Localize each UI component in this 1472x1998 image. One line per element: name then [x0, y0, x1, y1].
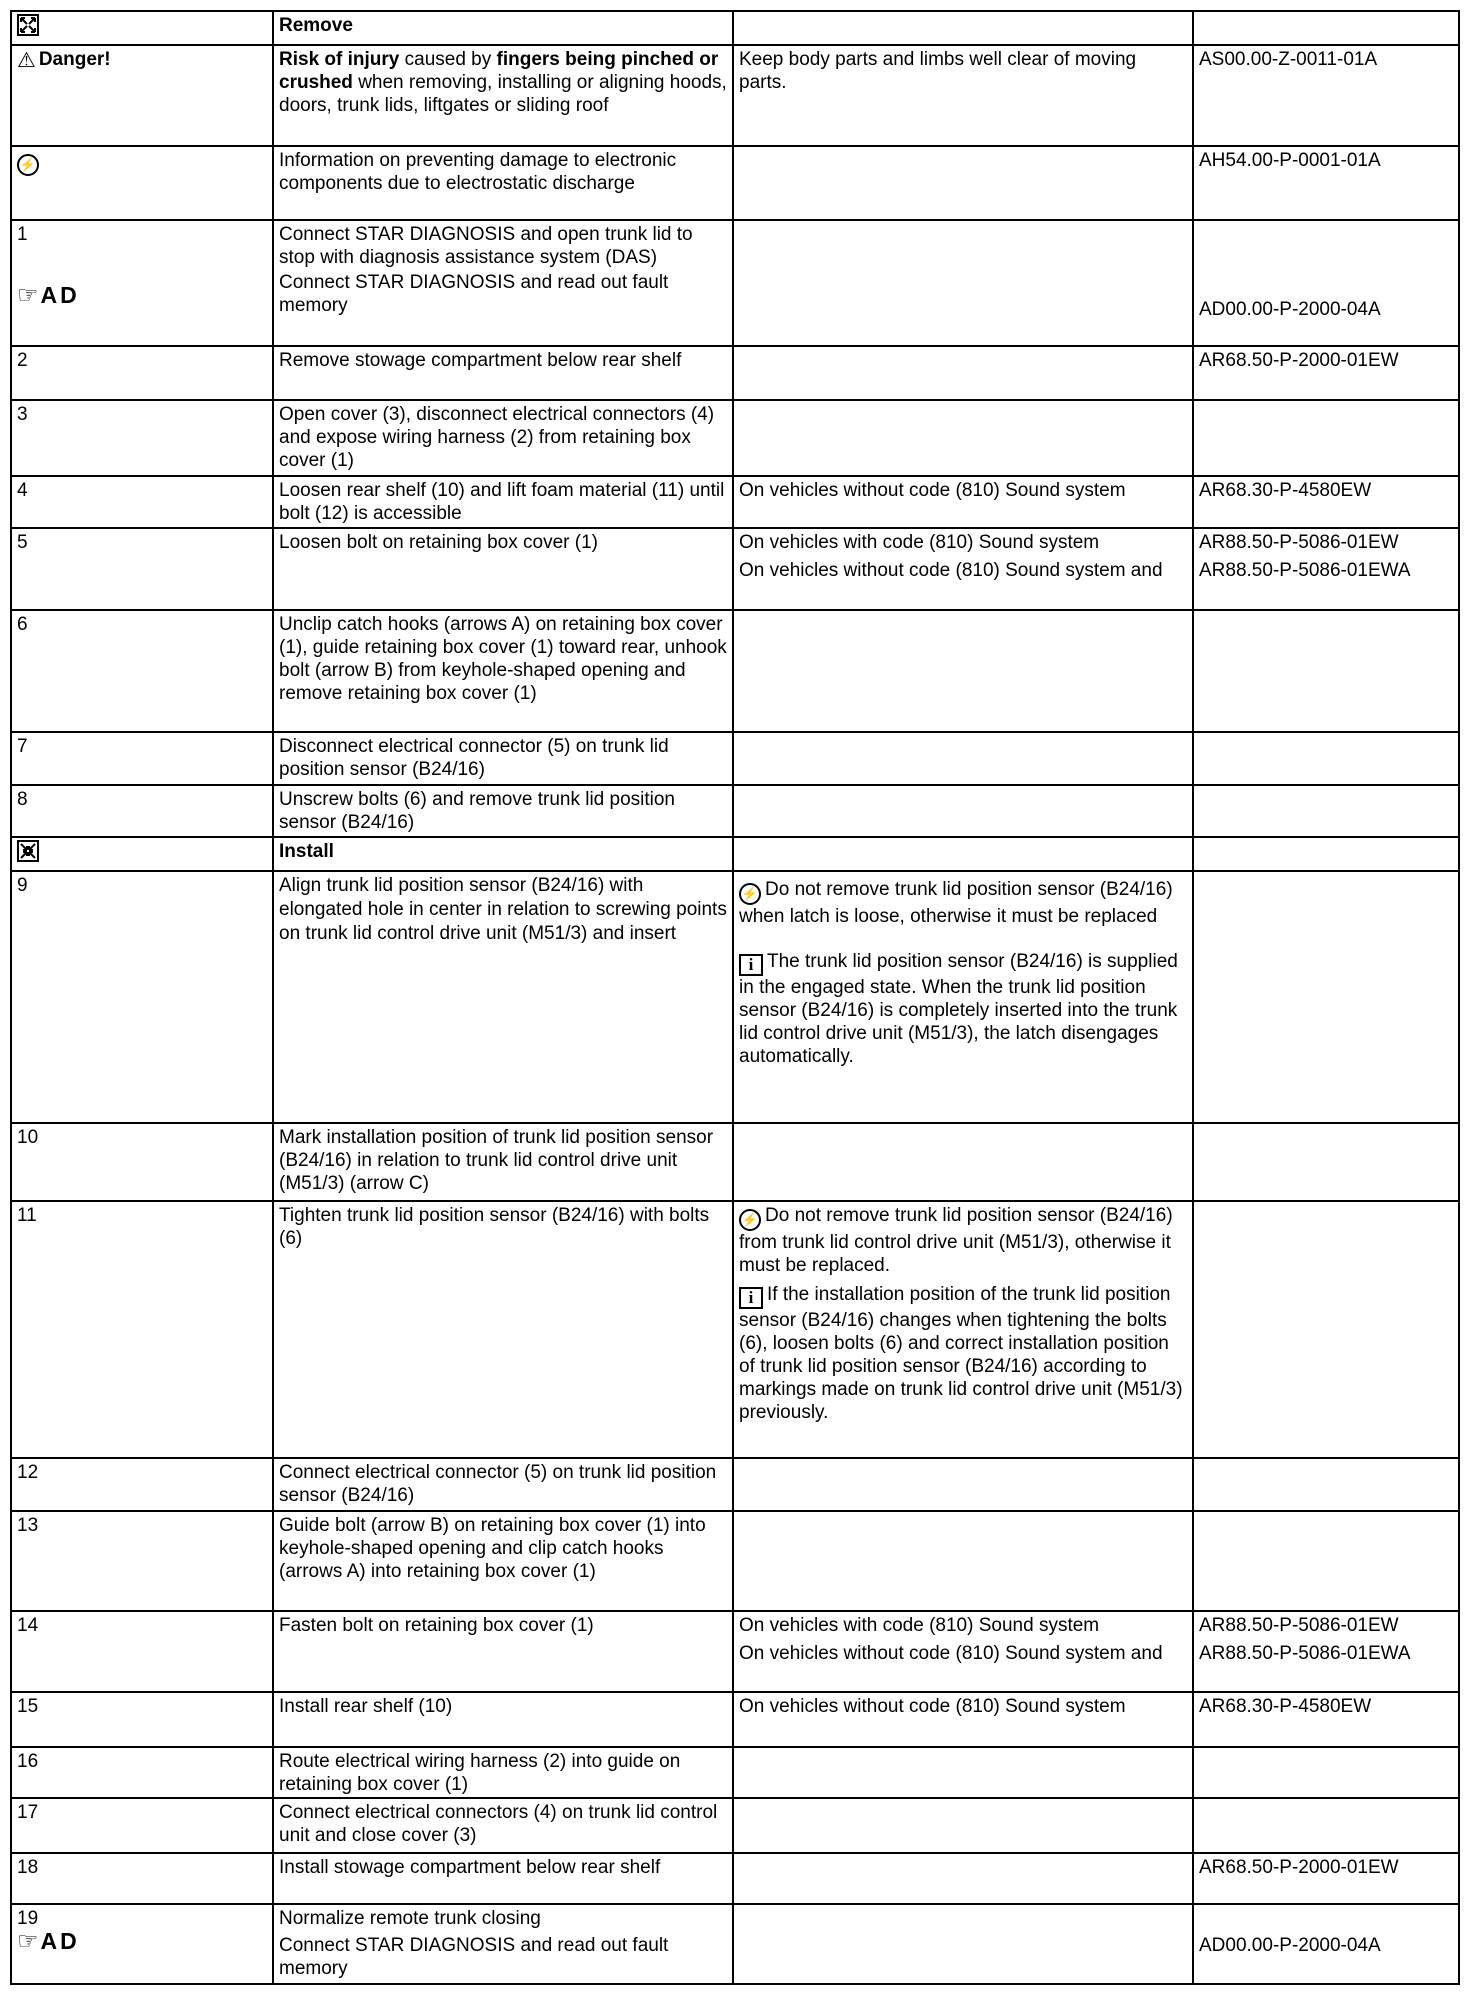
step-reference: AR68.30-P-4580EW — [1193, 1692, 1459, 1747]
step-reference: AD00.00-P-2000-04A — [1199, 299, 1381, 320]
step-row-16 — [11, 1747, 1459, 1798]
section-row-remove — [11, 11, 1459, 45]
step-reference: AR68.50-P-2000-01EW — [1193, 346, 1459, 400]
step-text: Open cover (3), disconnect electrical connectors (4) and expose wiring harness (2) from retaining box cover (1) — [273, 400, 733, 476]
step-number: 3 — [11, 400, 273, 476]
step-number: 9 — [11, 871, 273, 1123]
step-number: 6 — [11, 610, 273, 732]
danger-row — [11, 45, 1459, 146]
step-reference: AR88.50-P-5086-01EWA — [1199, 1643, 1411, 1664]
procedure-table — [10, 10, 1460, 1985]
step-row-4 — [11, 476, 1459, 528]
step-number: 18 — [11, 1853, 273, 1904]
step-number: 1 — [17, 224, 28, 245]
step-reference: AR68.50-P-2000-01EW — [1193, 1853, 1459, 1904]
step-row-14 — [11, 1611, 1459, 1692]
danger-note: Keep body parts and limbs well clear of moving parts. — [733, 45, 1193, 146]
remove-section-icon — [17, 14, 39, 36]
step-text: Route electrical wiring harness (2) into guide on retaining box cover (1) — [273, 1747, 733, 1798]
step-number: 4 — [11, 476, 273, 528]
step-text: Mark installation position of trunk lid position sensor (B24/16) in relation to trunk lid control drive unit (M51/3) (arrow C) — [273, 1123, 733, 1201]
esd-caution-icon: ⚡ — [739, 883, 761, 905]
step-text: Guide bolt (arrow B) on retaining box cover (1) into keyhole-shaped opening and clip catch hooks (arrows A) into retaining box cover (1) — [273, 1511, 733, 1611]
step-number: 16 — [11, 1747, 273, 1798]
step-note: On vehicles with code (810) Sound system — [739, 532, 1100, 553]
procedure-document — [10, 10, 1462, 1985]
install-section-icon — [17, 840, 39, 862]
step-number: 15 — [11, 1692, 273, 1747]
step-row-19 — [11, 1904, 1459, 1984]
step-row-18 — [11, 1853, 1459, 1904]
info-icon: i — [739, 1287, 763, 1309]
step-text: Fasten bolt on retaining box cover (1) — [273, 1611, 733, 1692]
step-text: Disconnect electrical connector (5) on trunk lid position sensor (B24/16) — [273, 732, 733, 785]
step-note: The trunk lid position sensor (B24/16) is supplied in the engaged state. When the trunk lid position sensor (B24/16) is completely inserted into the trunk lid control drive unit (M51/3), the latch disengages automatically. — [739, 951, 1178, 1067]
step-text: Align trunk lid position sensor (B24/16) with elongated hole in center in relation to screwing points on trunk lid control drive unit (M51/3) and insert — [273, 871, 733, 1123]
esd-row — [11, 146, 1459, 220]
ad-text: Connect STAR DIAGNOSIS and read out fault memory — [279, 1935, 669, 1979]
warning-triangle-icon: ⚠ — [17, 49, 36, 72]
step-note: On vehicles without code (810) Sound system and — [739, 560, 1163, 581]
step-text: Normalize remote trunk closing — [279, 1908, 541, 1929]
step-note: If the installation position of the trunk lid position sensor (B24/16) changes when tightening the bolts (6), loosen bolts (6) and correct installation position of trunk lid position sensor (B24/16) according to markings made on trunk lid control drive unit (M51/3) previously. — [739, 1284, 1183, 1423]
step-text: Loosen bolt on retaining box cover (1) — [273, 528, 733, 610]
step-row-8 — [11, 785, 1459, 837]
pointing-hand-icon: ☞ — [17, 1928, 39, 1955]
step-reference: AR68.30-P-4580EW — [1193, 476, 1459, 528]
step-number: 19 — [17, 1908, 39, 1929]
info-icon: i — [739, 954, 763, 976]
esd-icon: ⚡ — [17, 154, 39, 176]
step-row-13 — [11, 1511, 1459, 1611]
step-number: 17 — [11, 1798, 273, 1853]
step-row-9 — [11, 871, 1459, 1123]
step-text: Connect STAR DIAGNOSIS and open trunk lid to stop with diagnosis assistance system (DAS) — [279, 224, 693, 268]
step-text: Connect electrical connectors (4) on trunk lid control unit and close cover (3) — [273, 1798, 733, 1853]
step-number: 2 — [11, 346, 273, 400]
danger-reference: AS00.00-Z-0011-01A — [1193, 45, 1459, 146]
step-text: Tighten trunk lid position sensor (B24/16) with bolts (6) — [273, 1201, 733, 1458]
step-reference: AR88.50-P-5086-01EW — [1199, 1615, 1399, 1636]
step-row-10 — [11, 1123, 1459, 1201]
step-note: Do not remove trunk lid position sensor (B24/16) from trunk lid control drive unit (M51/3), otherwise it must be replaced. — [739, 1205, 1173, 1276]
step-note: On vehicles without code (810) Sound system and — [739, 1643, 1163, 1664]
esd-caution-icon: ⚡ — [739, 1209, 761, 1231]
step-row-2 — [11, 346, 1459, 400]
step-reference: AR88.50-P-5086-01EW — [1199, 532, 1399, 553]
step-row-12 — [11, 1458, 1459, 1511]
esd-reference: AH54.00-P-0001-01A — [1193, 146, 1459, 220]
danger-description: Risk of injury caused by fingers being pinched or crushed when removing, installing or aligning hoods, doors, trunk lids, liftgates or sliding roof — [273, 45, 733, 146]
step-note: Do not remove trunk lid position sensor (B24/16) when latch is loose, otherwise it must be replaced — [739, 879, 1173, 927]
step-number: 10 — [11, 1123, 273, 1201]
step-number: 13 — [11, 1511, 273, 1611]
danger-label: Danger! — [38, 49, 111, 70]
step-number: 8 — [11, 785, 273, 837]
step-text: Unscrew bolts (6) and remove trunk lid position sensor (B24/16) — [273, 785, 733, 837]
pointing-hand-icon: ☞ — [17, 282, 39, 309]
step-reference: AR88.50-P-5086-01EWA — [1199, 560, 1411, 581]
ad-text: Connect STAR DIAGNOSIS and read out fault memory — [279, 272, 669, 316]
step-text: Install rear shelf (10) — [273, 1692, 733, 1747]
step-note: On vehicles without code (810) Sound system — [733, 476, 1193, 528]
step-row-7 — [11, 732, 1459, 785]
step-text: Install stowage compartment below rear shelf — [273, 1853, 733, 1904]
step-row-3 — [11, 400, 1459, 476]
step-text: Connect electrical connector (5) on trunk lid position sensor (B24/16) — [273, 1458, 733, 1511]
step-reference: AD00.00-P-2000-04A — [1199, 1935, 1381, 1956]
step-row-17 — [11, 1798, 1459, 1853]
step-row-1 — [11, 220, 1459, 346]
step-number: 14 — [11, 1611, 273, 1692]
step-number: 7 — [11, 732, 273, 785]
step-text: Remove stowage compartment below rear shelf — [273, 346, 733, 400]
step-note: On vehicles without code (810) Sound system — [733, 1692, 1193, 1747]
step-row-15 — [11, 1692, 1459, 1747]
step-text: Loosen rear shelf (10) and lift foam material (11) until bolt (12) is accessible — [273, 476, 733, 528]
step-number: 12 — [11, 1458, 273, 1511]
step-note: On vehicles with code (810) Sound system — [739, 1615, 1100, 1636]
section-title-install: Install — [273, 837, 733, 871]
step-row-6 — [11, 610, 1459, 732]
section-title-remove: Remove — [273, 11, 733, 45]
step-text: Unclip catch hooks (arrows A) on retaining box cover (1), guide retaining box cover (1) toward rear, unhook bolt (arrow B) from keyhole-shaped opening and remove retaining box cover (1) — [273, 610, 733, 732]
step-number: 5 — [11, 528, 273, 610]
step-number: 11 — [11, 1201, 273, 1458]
step-row-5 — [11, 528, 1459, 610]
ad-label: AD — [40, 1928, 80, 1954]
step-row-11 — [11, 1201, 1459, 1458]
ad-label: AD — [40, 282, 80, 308]
section-row-install — [11, 837, 1459, 871]
esd-text: Information on preventing damage to electronic components due to electrostatic discharge — [273, 146, 733, 220]
